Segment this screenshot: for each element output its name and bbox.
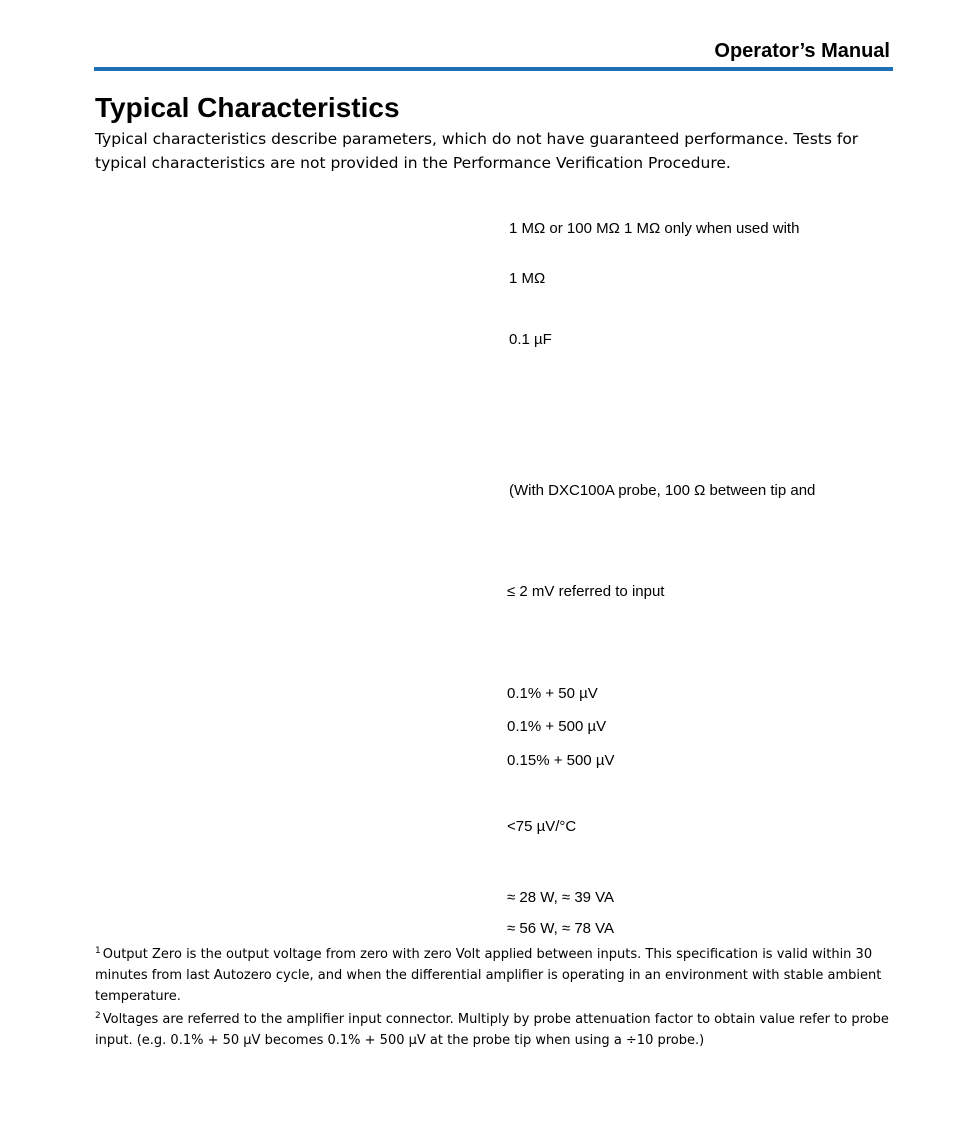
value-input-impedance: 1 MΩ or 100 MΩ 1 MΩ only when used with: [509, 220, 800, 237]
footnote-2-text: Voltages are referred to the amplifier input connector. Multiply by probe attenuation factor to obtain value refer to probe input. (e.g. 0.1% + 50 µV becomes 0.1% + 500 µV at the probe tip when using a ÷10 probe.): [95, 1012, 889, 1048]
value-accuracy-3: 0.15% + 500 µV: [507, 752, 615, 769]
intro-paragraph: Typical characteristics describe parameters, which do not have guaranteed performance. Tests for typical characteristics are not provided in the Performance Verification Procedure.: [95, 130, 859, 172]
manual-title: Operator’s Manual: [714, 40, 890, 62]
value-accuracy-2: 0.1% + 500 µV: [507, 718, 607, 735]
value-drift: <75 µV/°C: [507, 818, 577, 835]
value-accuracy-1: 0.1% + 50 µV: [507, 685, 598, 702]
value-power-2: ≈ 56 W, ≈ 78 VA: [507, 920, 615, 937]
value-probe-note: (With DXC100A probe, 100 Ω between tip and: [509, 482, 816, 499]
section-heading: Typical Characteristics: [95, 92, 400, 123]
footnote-1: [95, 944, 895, 1007]
footnote-2: [95, 1009, 895, 1051]
footnote-1-marker: 1: [95, 946, 101, 956]
value-power-1: ≈ 28 W, ≈ 39 VA: [507, 889, 615, 906]
footnote-2-marker: 2: [95, 1011, 101, 1021]
value-output-zero: ≤ 2 mV referred to input: [507, 583, 665, 600]
value-capacitance: 0.1 µF: [509, 331, 552, 348]
footnote-1-text: Output Zero is the output voltage from zero with zero Volt applied between inputs. This specification is valid within 30 minutes from last Autozero cycle, and when the differential amplifier is operating in an environment with stable ambient temperature.: [95, 947, 882, 1004]
header-rule: [94, 67, 893, 71]
value-impedance: 1 MΩ: [509, 270, 546, 287]
